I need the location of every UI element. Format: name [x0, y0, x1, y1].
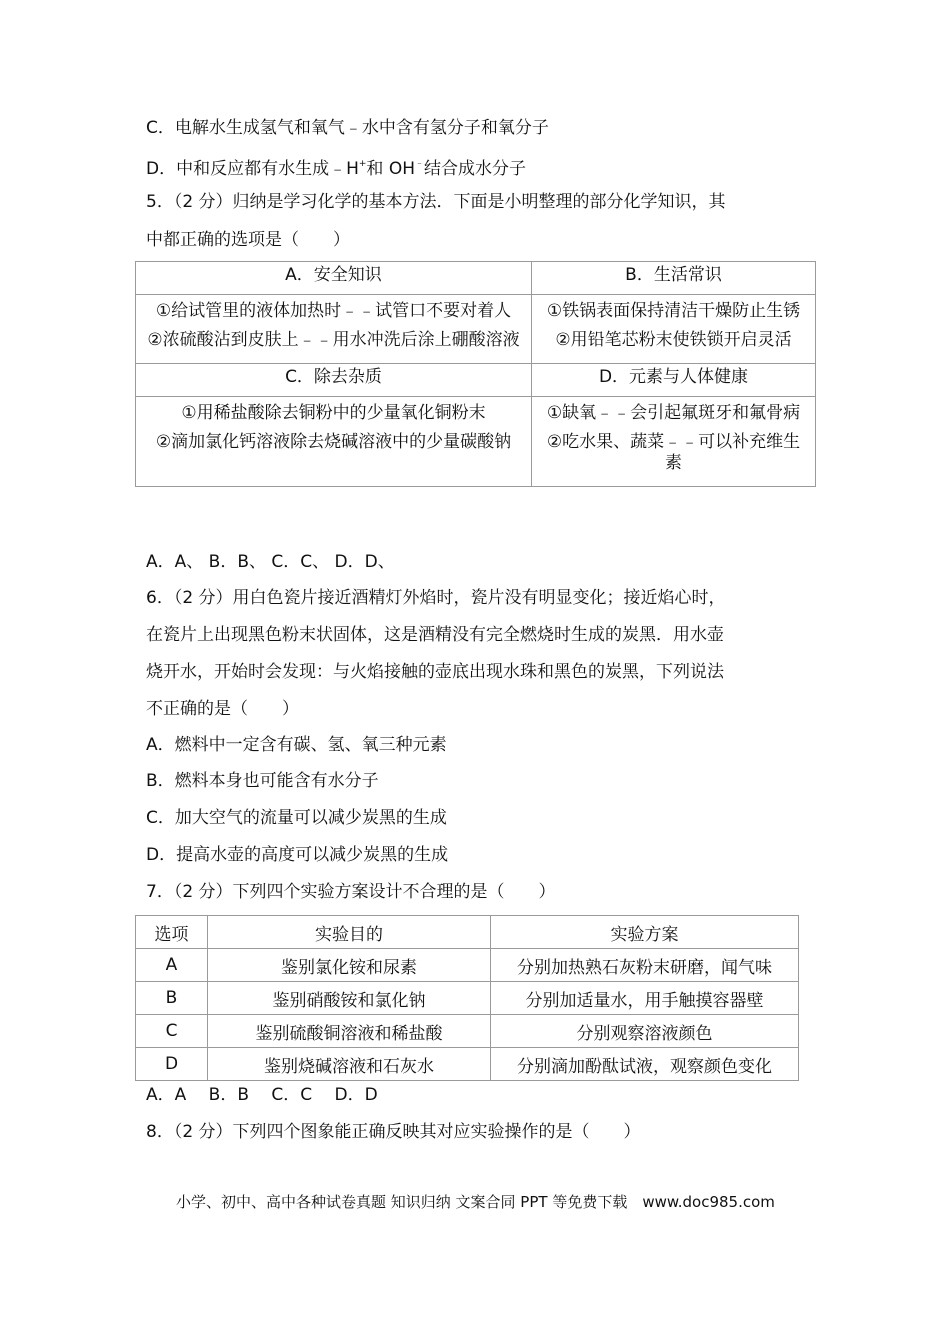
q6-stem-line-2: 在瓷片上出现黑色粉末状固体，这是酒精没有完全燃烧时生成的炭黑．用水壶: [146, 625, 724, 645]
q5-stem-line-2: 中都正确的选项是（ ）: [146, 230, 350, 250]
q5-cell-b-head: B．生活常识: [532, 262, 816, 295]
q5-c-item-2: ②滴加氯化钙溶液除去烧碱溶液中的少量碳酸钠: [155, 432, 512, 452]
q7-header-row: [136, 916, 799, 949]
q5-c-item-1: ①用稀盐酸除去铜粉中的少量氧化铜粉末: [181, 403, 486, 423]
q4-option-d-text-1: D．中和反应都有水生成﹣H: [146, 159, 359, 179]
q7-cell-option: D: [136, 1048, 208, 1081]
q5-cell-a-body: [136, 295, 532, 364]
q5-cell-b-body: [532, 295, 816, 364]
q7-cell-purpose: 鉴别硝酸铵和氯化钠: [208, 982, 491, 1015]
q4-option-d-text-2: 和 OH: [366, 159, 415, 179]
q7-cell-purpose: 鉴别硫酸铜溶液和稀盐酸: [208, 1015, 491, 1048]
q6-stem-line-1: 6．（2 分）用白色瓷片接近酒精灯外焰时，瓷片没有明显变化；接近焰心时，: [146, 588, 726, 608]
q7-table: [135, 915, 799, 1081]
q6-stem-line-4: 不正确的是（ ）: [146, 699, 299, 719]
q5-cell-d-head: D．元素与人体健康: [532, 364, 816, 397]
q5-table: [135, 261, 816, 487]
q5-answer-choices: A．A、 B．B、 C．C、 D．D、: [146, 552, 395, 572]
q7-header-purpose: 实验目的: [208, 916, 491, 949]
q7-cell-purpose: 鉴别氯化铵和尿素: [208, 949, 491, 982]
table-row: [136, 982, 799, 1015]
q4-option-d-sup-1: +: [358, 159, 367, 169]
q5-d-item-2: ②吃水果、蔬菜﹣﹣可以补充维生素: [546, 432, 801, 473]
q6-option-c: C．加大空气的流量可以减少炭黑的生成: [146, 808, 447, 828]
q7-cell-option: A: [136, 949, 208, 982]
q5-cell-c-head: C．除去杂质: [136, 364, 532, 397]
q7-cell-plan: 分别观察溶液颜色: [491, 1015, 799, 1048]
q5-stem-line-1: 5．（2 分）归纳是学习化学的基本方法．下面是小明整理的部分化学知识，其: [146, 192, 726, 212]
q6-option-d: D．提高水壶的高度可以减少炭黑的生成: [146, 845, 449, 865]
q5-cell-a-head: A．安全知识: [136, 262, 532, 295]
q6-option-b: B．燃料本身也可能含有水分子: [146, 771, 379, 791]
q7-header-option: 选项: [136, 916, 208, 949]
q7-answer-choices: A．A B．B C．C D．D: [146, 1085, 378, 1105]
q7-cell-option: C: [136, 1015, 208, 1048]
page-footer: 小学、初中、高中各种试卷真题 知识归纳 文案合同 PPT 等免费下载 www.doc985.com: [176, 1193, 775, 1211]
q5-b-item-1: ①铁锅表面保持清洁干燥防止生锈: [546, 301, 801, 321]
q5-cell-c-body: [136, 397, 532, 487]
q5-b-item-2: ②用铅笔芯粉末使铁锁开启灵活: [555, 330, 792, 350]
q8-stem: 8．（2 分）下列四个图象能正确反映其对应实验操作的是（ ）: [146, 1122, 641, 1142]
q4-option-d-sup-2: ﹣: [415, 159, 425, 169]
q7-stem: 7．（2 分）下列四个实验方案设计不合理的是（ ）: [146, 882, 556, 902]
q5-a-item-1: ①给试管里的液体加热时﹣﹣试管口不要对着人: [155, 301, 512, 321]
q7-cell-plan: 分别加适量水，用手触摸容器壁: [491, 982, 799, 1015]
q7-header-plan: 实验方案: [491, 916, 799, 949]
q5-d-item-1: ①缺氧﹣﹣会引起氟斑牙和氟骨病: [546, 403, 801, 423]
q6-option-a: A．燃料中一定含有碳、氢、氧三种元素: [146, 735, 447, 755]
table-row: [136, 949, 799, 982]
q7-cell-purpose: 鉴别烧碱溶液和石灰水: [208, 1048, 491, 1081]
q7-cell-plan: 分别加热熟石灰粉末研磨，闻气味: [491, 949, 799, 982]
q7-cell-plan: 分别滴加酚酞试液，观察颜色变化: [491, 1048, 799, 1081]
q7-cell-option: B: [136, 982, 208, 1015]
q4-option-d: [146, 153, 526, 180]
q5-a-item-2: ②浓硫酸沾到皮肤上﹣﹣用水冲洗后涂上硼酸溶液: [147, 330, 520, 350]
q4-option-c: C．电解水生成氢气和氧气﹣水中含有氢分子和氧分子: [146, 118, 549, 138]
q4-option-d-text-3: 结合成水分子: [424, 159, 527, 179]
q6-stem-line-3: 烧开水，开始时会发现：与火焰接触的壶底出现水珠和黑色的炭黑，下列说法: [146, 662, 724, 682]
table-row: [136, 1015, 799, 1048]
q5-cell-d-body: [532, 397, 816, 487]
table-row: [136, 1048, 799, 1081]
